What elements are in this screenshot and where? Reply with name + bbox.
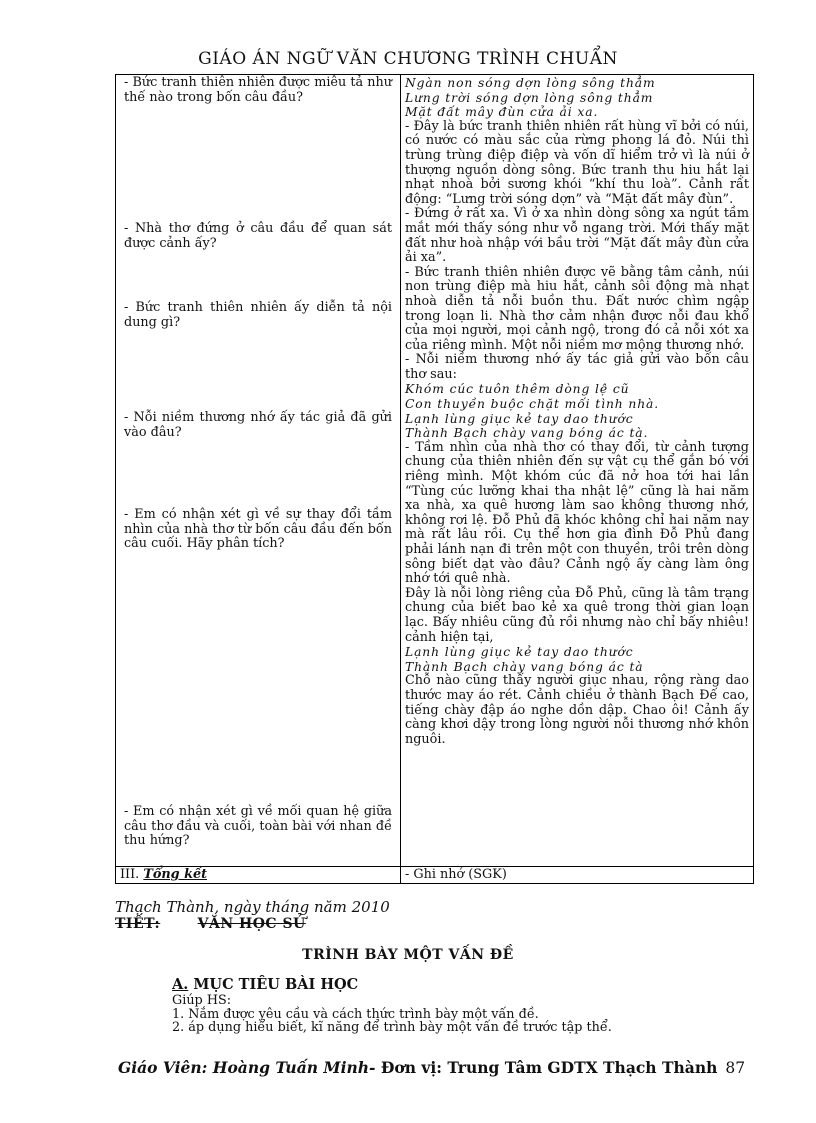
lesson-table xyxy=(115,74,754,884)
answer-5: - Tầm nhìn của nhà thơ có thay đổi, từ cảnh tượng chung của thiên nhiên đến sự vật cụ thể gắn bó với riêng mình. Một khóm cúc đã nở hoa tới hai lần “Tùng cúc lưỡng khai tha nhật lệ” cũng là hai năm xa nhà, xa quê hương làm sao không thương nhớ, không rơi lệ. Đỗ Phủ đã khóc không chỉ hai năm nay mà rất lâu rồi. Cụ thể hơn gia đình Đỗ Phủ đang phải lánh nạn đi trên một con thuyền, trôi trên dòng sông biết dạt vào đâu? Cảnh ngộ ấy càng làm ông nhớ tới quê nhà. xyxy=(405,439,749,587)
page-footer xyxy=(118,1058,745,1077)
poem-line: Lạnh lùng giục kẻ tay dao thước xyxy=(405,411,634,426)
question-5: - Em có nhận xét gì về sự thay đổi tầm nhìn của nhà thơ từ bốn câu đầu đến bốn câu cuối. Hãy phân tích? xyxy=(124,507,392,552)
question-4: - Nỗi niềm thương nhớ ấy tác giả đã gửi vào đâu? xyxy=(124,410,392,440)
question-6: - Em có nhận xét gì về mối quan hệ giữa câu thơ đầu và cuối, toàn bài với nhan đề thu hứng? xyxy=(124,804,392,849)
table-row xyxy=(116,75,754,867)
page-header xyxy=(0,44,816,66)
poem-line: Thành Bạch chày vang bóng ác tà xyxy=(405,659,644,674)
objective-item: 1. Nắm được yêu cầu và cách thức trình bày một vấn đề. xyxy=(172,1006,539,1022)
poem-quote xyxy=(405,645,749,674)
header-title: GIÁO ÁN NGỮ VĂN CHƯƠNG TRÌNH CHUẨN xyxy=(198,49,618,66)
question-2: - Nhà thơ đứng ở câu đầu để quan sát được cảnh ấy? xyxy=(124,221,392,251)
summary-label xyxy=(120,867,207,882)
summary-answer: - Ghi nhớ (SGK) xyxy=(405,867,507,882)
period-line xyxy=(115,916,306,932)
summary-roman: III. xyxy=(120,867,140,882)
answer-2: - Đứng ở rất xa. Vì ở xa nhìn dòng sông xa ngút tầm mắt mới thấy sóng như vỗ ngang trời. Mới thấy mặt đất như hoà nhập với bầu trời “Mặt đất mây đùn cửa ải xa”. xyxy=(405,206,749,266)
objectives-intro: Giúp HS: xyxy=(172,993,232,1008)
answers-column xyxy=(401,75,754,867)
answer-1: - Đây là bức tranh thiên nhiên rất hùng vĩ bởi có núi, có nước có màu sắc của rừng phong lá đỏ. Núi thì trùng trùng điệp điệp và vốn dĩ hiểm trở vì là núi ở thượng nguồn dòng sông. Bức tranh thu hiu hắt lại nhạt nhoà bởi sương khói “khí thu loà”. Cảnh rất động: “Lưng trời sóng dợn” và “Mặt đất mây đùn”. xyxy=(405,118,749,207)
question-3: - Bức tranh thiên nhiên ấy diễn tả nội dung gì? xyxy=(124,300,392,330)
section-title: MỤC TIÊU BÀI HỌC xyxy=(193,976,359,993)
questions-column xyxy=(116,75,401,867)
page-number: 87 xyxy=(725,1059,746,1077)
footer-teacher: Giáo Viên: Hoàng Tuấn Minh- xyxy=(118,1058,376,1077)
poem-line: Mặt đất mây đùn cửa ải xa. xyxy=(405,105,599,120)
section-heading xyxy=(172,976,358,993)
poem-line: Lạnh lùng giục kẻ tay dao thước xyxy=(405,645,634,660)
summary-answer-cell xyxy=(401,867,754,884)
poem-line: Lưng trời sóng dợn lòng sông thẳm xyxy=(405,90,654,105)
objectives xyxy=(172,994,612,1035)
poem-opening xyxy=(405,76,749,120)
summary-title: Tổng kết xyxy=(143,867,207,882)
poem-closing xyxy=(405,382,749,440)
poem-line: Khóm cúc tuôn thêm dòng lệ cũ xyxy=(405,382,630,397)
answer-6: Đây là nỗi lòng riêng của Đỗ Phủ, cũng là tâm trạng chung của biết bao kẻ xa quê trong thời gian loạn lạc. Bấy nhiêu cũng đủ rồi nhưng nào chỉ bấy nhiêu! cảnh hiện tại, xyxy=(405,585,749,645)
period-subject: VĂN HỌC SỬ xyxy=(197,916,306,932)
answer-7: Chỗ nào cũng thấy người giục nhau, rộng ràng dao thước may áo rét. Cảnh chiều ở thành Bạch Đế cao, tiếng chày đập áo nghe dồn dập. Chao ôi! Cảnh ấy càng khơi dậy trong lòng người nỗi thương nhớ khôn nguôi. xyxy=(405,673,749,747)
section-letter: A. xyxy=(172,976,189,993)
answer-4: - Nỗi niềm thương nhớ ấy tác giả gửi vào bốn câu thơ sau: xyxy=(405,352,749,382)
question-1: - Bức tranh thiên nhiên được miêu tả như thế nào trong bốn câu đầu? xyxy=(124,75,392,105)
date-line: Thạch Thành, ngày tháng năm 2010 xyxy=(115,898,390,916)
lesson-title: TRÌNH BÀY MỘT VẤN ĐỀ xyxy=(302,947,514,963)
answer-3: - Bức tranh thiên nhiên được vẽ bằng tâm cảnh, núi non trùng điệp mà hiu hắt, cảnh sôi động mà nhạt nhoà diễn tả nỗi buồn thu. Đất nước chìm ngập trong loạn li. Nhà thơ cảm nhận được nỗi đau khổ của mọi người, mọi cảnh ngộ, trong đó cả nỗi xót xa của riêng mình. Một nỗi niềm mơ mộng thương nhớ. xyxy=(405,264,749,353)
poem-line: Con thuyền buộc chặt mối tình nhà. xyxy=(405,397,660,412)
table-row-summary xyxy=(116,867,754,884)
footer-unit: Đơn vị: Trung Tâm GDTX Thạch Thành xyxy=(375,1058,718,1077)
poem-line: Ngàn non sóng dợn lòng sông thẳm xyxy=(405,76,656,90)
summary-label-cell xyxy=(116,867,401,884)
poem-line: Thành Bạch chày vang bóng ác tà. xyxy=(405,426,649,441)
objective-item: 2. áp dụng hiểu biết, kĩ năng để trình bày một vấn đề trước tập thể. xyxy=(172,1020,612,1035)
period-prefix: TIẾT: xyxy=(115,916,161,932)
